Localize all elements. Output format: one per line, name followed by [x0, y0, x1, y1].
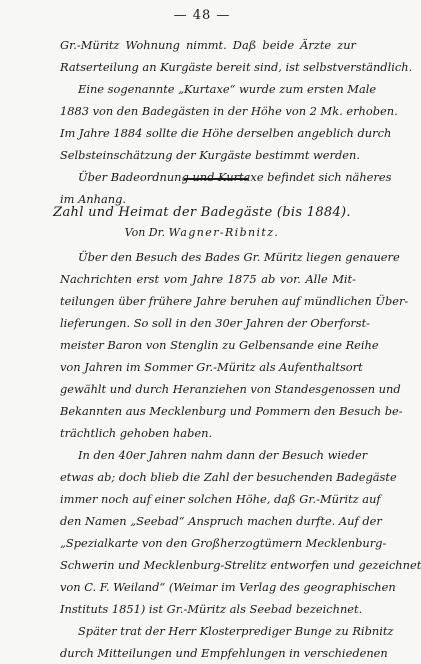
text-line: 1883 von den Badegästen in der Höhe von 2 Mk. erhoben. [60, 104, 398, 118]
text-line: Ratserteilung an Kurgäste bereit sind, ist selbstverständlich. [60, 60, 413, 74]
byline-author: Wagner-Ribnitz. [168, 226, 280, 239]
page-number: — 48 — [173, 8, 231, 23]
text-line: Später trat der Herr Klosterprediger Bunge zu Ribnitz [78, 624, 394, 638]
text-line: Über den Besuch des Bades Gr. Müritz liegen genauere [78, 250, 400, 264]
text-line: gewählt und durch Heranziehen von Standesgenossen und [60, 382, 401, 396]
text-line: Im Jahre 1884 sollte die Höhe derselben angeblich durch [60, 126, 392, 140]
text-line: lieferungen. So soll in den 30er Jahren der Oberforst- [60, 316, 371, 330]
section-divider [184, 178, 248, 180]
text-line: meister Baron von Stenglin zu Gelbensande eine Reihe [60, 338, 379, 352]
text-line: von Jahren im Sommer Gr.-Müritz als Aufenthaltsort [60, 360, 363, 374]
text-line: „Spezialkarte von den Großherzogtümern Mecklenburg- [60, 536, 387, 550]
text-line: immer noch auf einer solchen Höhe, daß Gr.-Müritz auf [60, 492, 381, 506]
section-heading: Zahl und Heimat der Badegäste (bis 1884). [53, 205, 351, 220]
text-line: teilungen über frühere Jahre beruhen auf mündlichen Über- [60, 294, 409, 308]
text-line: Über Badeordnung und Kurtaxe befindet sich näheres [78, 170, 392, 184]
text-line: den Namen „Seebad“ Anspruch machen durfte. Auf der [60, 514, 382, 528]
text-line: Nachrichten erst vom Jahre 1875 ab vor. Alle Mit- [60, 272, 356, 286]
text-line: Instituts 1851) ist Gr.-Müritz als Seebad bezeichnet. [60, 602, 363, 616]
text-line: Eine sogenannte „Kurtaxe“ wurde zum ersten Male [78, 82, 377, 96]
top-paragraphs [60, 34, 413, 210]
text-line: etwas ab; doch blieb die Zahl der besuchenden Badegäste [60, 470, 397, 484]
text-line: im Anhang. [60, 192, 127, 206]
text-line: Gr.-Müritz Wohnung nimmt. Daß beide Ärzte zur [60, 38, 356, 52]
text-line: In den 40er Jahren nahm dann der Besuch wieder [78, 448, 368, 462]
text-line: durch Mitteilungen und Empfehlungen in verschiedenen [60, 646, 388, 660]
text-line: trächtlich gehoben haben. [60, 426, 213, 440]
byline-prefix: Von Dr. [124, 226, 169, 239]
body-paragraphs [60, 246, 421, 664]
author-byline [0, 226, 404, 239]
text-line: Bekannten aus Mecklenburg und Pommern den Besuch be- [60, 404, 403, 418]
text-line: Schwerin und Mecklenburg-Strelitz entworfen und gezeichnet [60, 558, 421, 572]
text-line: Selbsteinschätzung der Kurgäste bestimmt werden. [60, 148, 360, 162]
text-line: von C. F. Weiland“ (Weimar im Verlag des geographischen [60, 580, 396, 594]
